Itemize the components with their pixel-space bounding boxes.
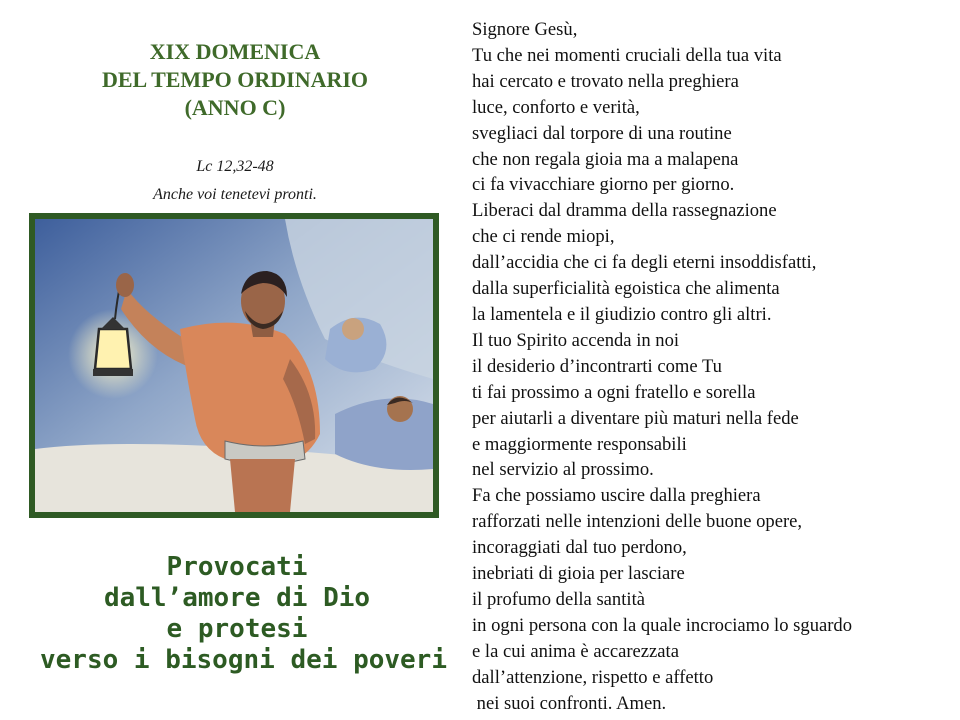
motto-line-3: e protesi: [166, 614, 308, 644]
prayer-line: dall’accidia che ci fa degli eterni insoddisfatti,: [472, 252, 817, 274]
prayer-line: e maggiormente responsabili: [472, 433, 687, 455]
gospel-subtitle: Anche voi tenetevi pronti.: [153, 186, 317, 203]
prayer-line: Il tuo Spirito accenda in noi: [472, 329, 680, 351]
prayer-line: Fa che possiamo uscire dalla preghiera: [472, 485, 761, 507]
lantern-body: [95, 329, 131, 369]
prayer-line: dall’attenzione, rispetto e affetto: [472, 666, 714, 688]
prayer-line: il desiderio d’incontrarti come Tu: [472, 355, 722, 377]
prayer-line: Tu che nei momenti cruciali della tua vita: [472, 44, 782, 66]
motto-line-2: dall’amore di Dio: [103, 583, 371, 613]
prayer-line: in ogni persona con la quale incrociamo lo sguardo: [472, 614, 853, 636]
lantern-base: [93, 369, 133, 376]
title-line-2: DEL TEMPO ORDINARIO: [101, 67, 369, 92]
motto-line-1: Provocati: [166, 552, 308, 582]
prayer-text: [472, 17, 952, 716]
prayer-line: svegliaci dal torpore di una routine: [472, 122, 732, 144]
title-line-1: XIX DOMENICA: [149, 39, 321, 64]
page-title: [60, 38, 410, 122]
motto: [40, 552, 447, 676]
prayer-line: ci fa vivacchiare giorno per giorno.: [472, 174, 735, 196]
motto-line-4: verso i bisogni dei poveri: [40, 645, 447, 675]
prayer-line: ti fai prossimo a ogni fratello e sorella: [472, 381, 756, 403]
sleeper-front-blanket: [335, 398, 433, 470]
prayer-line: la lamentela e il giudizio contro gli altri.: [472, 303, 772, 325]
lantern-bearer-illustration: [35, 219, 433, 512]
prayer-line: luce, conforto e verità,: [472, 96, 640, 118]
man-hand: [116, 273, 134, 297]
prayer-line: per aiutarli a diventare più maturi nella fede: [472, 407, 799, 429]
prayer-line: inebriati di gioia per lasciare: [472, 563, 685, 585]
sleeper-back-head: [342, 318, 364, 340]
prayer-line: nel servizio al prossimo.: [472, 459, 654, 481]
title-line-3: (ANNO C): [184, 95, 286, 120]
prayer-line: hai cercato e trovato nella preghiera: [472, 70, 739, 92]
prayer-line: dalla superficialità egoistica che alimenta: [472, 278, 780, 300]
prayer-line: e la cui anima è accarezzata: [472, 640, 679, 662]
prayer-line: incoraggiati dal tuo perdono,: [472, 537, 687, 559]
prayer-line: che ci rende miopi,: [472, 226, 615, 248]
prayer-line: il profumo della santità: [472, 588, 645, 610]
gospel-citation: Lc 12,32-48: [196, 158, 274, 175]
prayer-line: che non regala gioia ma a malapena: [472, 148, 739, 170]
prayer-line: nei suoi confronti. Amen.: [472, 692, 667, 714]
prayer-line: Liberaci dal dramma della rassegnazione: [472, 200, 777, 222]
illustration-frame: [29, 213, 439, 518]
prayer-line: Signore Gesù,: [472, 19, 578, 40]
man-legs: [230, 459, 295, 512]
prayer-line: rafforzati nelle intenzioni delle buone opere,: [472, 511, 803, 533]
